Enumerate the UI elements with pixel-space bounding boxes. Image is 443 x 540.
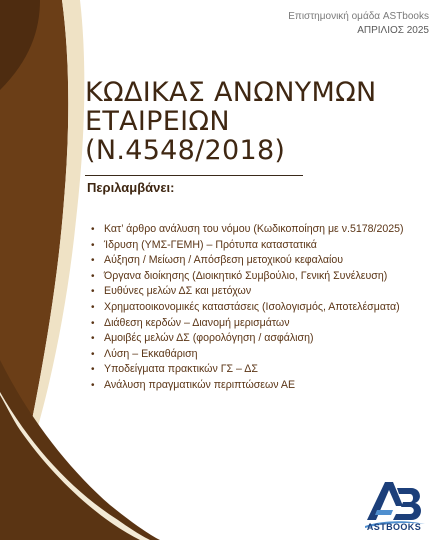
- publisher-team: Επιστημονική ομάδα ASTbooks: [288, 11, 429, 22]
- publication-date: ΑΠΡΙΛΙΟΣ 2025: [357, 25, 429, 36]
- list-item-text: Υποδείγματα πρακτικών ΓΣ – ΔΣ: [104, 363, 258, 376]
- bullet-icon: •: [91, 224, 95, 235]
- bullet-icon: •: [91, 317, 95, 329]
- logo-brand-text: ASTBOOKS: [366, 522, 422, 532]
- bullet-icon: •: [91, 333, 95, 345]
- bullet-icon: •: [91, 286, 95, 298]
- list-item: [90, 253, 425, 269]
- list-item: [90, 284, 425, 300]
- bullet-icon: •: [91, 255, 95, 267]
- list-item: [90, 362, 425, 378]
- contents-heading: Περιλαμβάνει:: [87, 180, 175, 195]
- title-line-2: ΕΤΑΙΡΕΙΩΝ: [85, 106, 230, 137]
- publisher-info: [288, 10, 429, 38]
- list-item: [90, 378, 425, 394]
- list-item-text: Ανάλυση πραγματικών περιπτώσεων ΑΕ: [104, 378, 296, 391]
- title-line-3: (Ν.4548/2018): [85, 135, 286, 166]
- list-item: [90, 238, 425, 254]
- list-item-text: Λύση – Εκκαθάριση: [104, 347, 198, 360]
- list-item: [90, 316, 425, 332]
- list-item: [90, 300, 425, 316]
- list-item: [90, 347, 425, 363]
- list-item-text: Αύξηση / Μείωση / Απόσβεση μετοχικού κεφαλαίου: [104, 254, 344, 267]
- bullet-icon: •: [91, 270, 95, 282]
- bullet-icon: •: [91, 379, 95, 391]
- book-title: [85, 78, 415, 165]
- bullet-icon: •: [91, 348, 95, 360]
- title-line-1: ΚΩΔΙΚΑΣ ΑΝΩΝΥΜΩΝ: [85, 77, 377, 108]
- list-item: [90, 269, 425, 285]
- bullet-icon: •: [91, 239, 95, 251]
- contents-list: [90, 222, 425, 394]
- list-item-text: Όργανα διοίκησης (Διοικητικό Συμβούλιο, Γενική Συνέλευση): [104, 269, 388, 282]
- list-item: [90, 222, 425, 238]
- list-item-text: Ίδρυση (ΥΜΣ-ΓΕΜΗ) – Πρότυπα καταστατικά: [104, 238, 317, 251]
- bullet-icon: •: [91, 301, 95, 313]
- title-divider: [85, 175, 303, 176]
- list-item-text: Διάθεση κερδών – Διανομή μερισμάτων: [104, 316, 290, 329]
- list-item-text: Αμοιβές μελών ΔΣ (φορολόγηση / ασφάλιση): [104, 332, 314, 345]
- list-item-text: Κατ’ άρθρο ανάλυση του νόμου (Κωδικοποίηση με ν.5178/2025): [104, 223, 404, 235]
- bullet-icon: •: [91, 364, 95, 376]
- list-item-text: Ευθύνες μελών ΔΣ και μετόχων: [104, 285, 252, 298]
- list-item: [90, 331, 425, 347]
- list-item-text: Χρηματοοικονομικές καταστάσεις (Ισολογισμός, Αποτελέσματα): [104, 300, 400, 313]
- logo-a-accent: [375, 510, 393, 515]
